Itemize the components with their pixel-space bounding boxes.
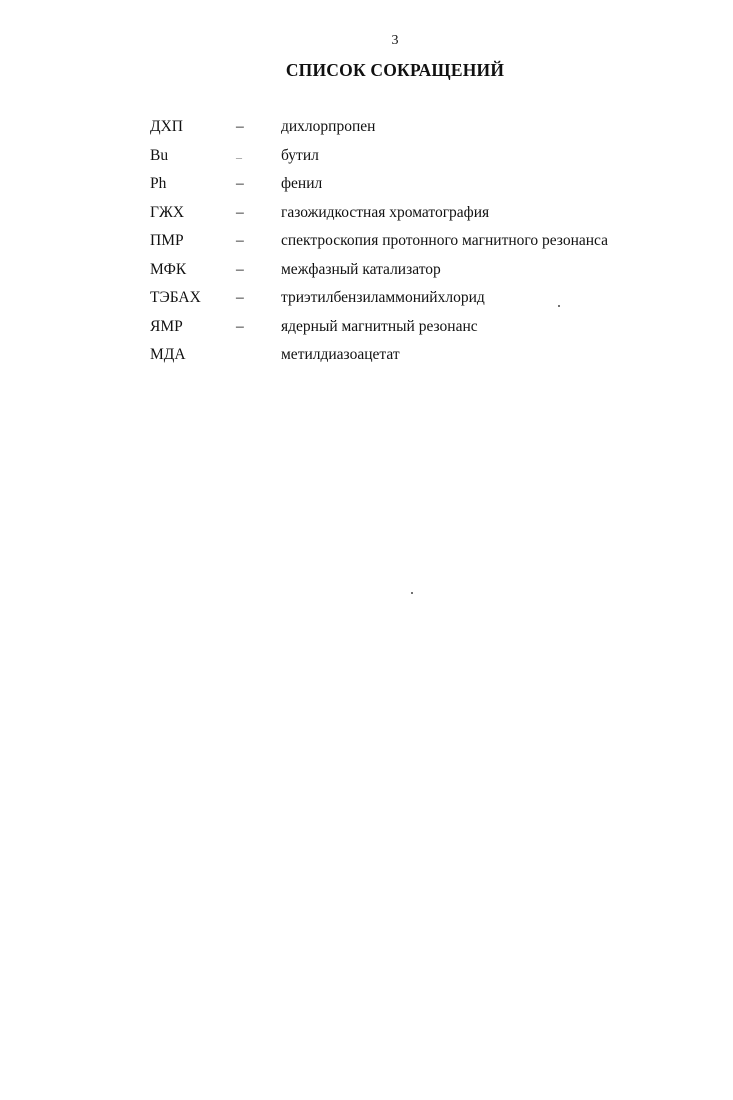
abbreviation-definition: газожидкостная хроматография [281, 203, 490, 221]
page-number: 3 [391, 33, 399, 48]
abbreviation-dash: – [236, 289, 244, 306]
abbreviation-dash: – [236, 317, 244, 335]
abbreviation-definition: дихлорпропен [281, 118, 376, 135]
abbreviation-definition: метилдиазоацетат [281, 346, 400, 363]
scan-speck [558, 305, 560, 307]
abbreviation-term: Bu [150, 146, 169, 164]
abbreviation-row [150, 260, 710, 289]
abbreviation-term: МФК [150, 260, 187, 278]
abbreviation-list [150, 117, 710, 374]
page-title: СПИСОК СОКРАЩЕНИЙ [285, 60, 505, 80]
abbreviation-definition: триэтилбензиламмонийхлорид [281, 289, 485, 306]
abbreviation-dash: – [236, 118, 244, 135]
abbreviation-definition: межфазный катализатор [281, 260, 441, 278]
abbreviation-dash: – [236, 175, 244, 192]
abbreviation-row [150, 317, 710, 346]
abbreviation-term: ГЖХ [150, 203, 185, 221]
abbreviation-definition: спектроскопия протонного магнитного резонанса [281, 232, 609, 249]
abbreviation-term: ЯМР [150, 317, 183, 335]
abbreviation-term: МДА [150, 346, 186, 363]
abbreviation-definition: бутил [281, 146, 319, 164]
abbreviation-row [150, 203, 710, 232]
abbreviation-definition: фенил [281, 175, 323, 192]
abbreviation-row [150, 345, 710, 374]
abbreviation-term: ДХП [150, 118, 183, 135]
abbreviation-dash: – [236, 203, 244, 221]
abbreviation-term: ПМР [150, 232, 184, 249]
abbreviation-definition: ядерный магнитный резонанс [281, 317, 478, 335]
abbreviation-row [150, 231, 710, 260]
abbreviation-term: Ph [150, 175, 167, 192]
abbreviation-dash: – [236, 149, 242, 164]
abbreviation-row [150, 117, 710, 146]
abbreviation-term: ТЭБАХ [150, 289, 201, 306]
abbreviation-row [150, 146, 710, 175]
scan-speck [411, 592, 413, 594]
abbreviation-row [150, 174, 710, 203]
abbreviation-row [150, 288, 710, 317]
abbreviation-dash: – [236, 260, 244, 278]
abbreviation-dash: – [236, 232, 244, 249]
